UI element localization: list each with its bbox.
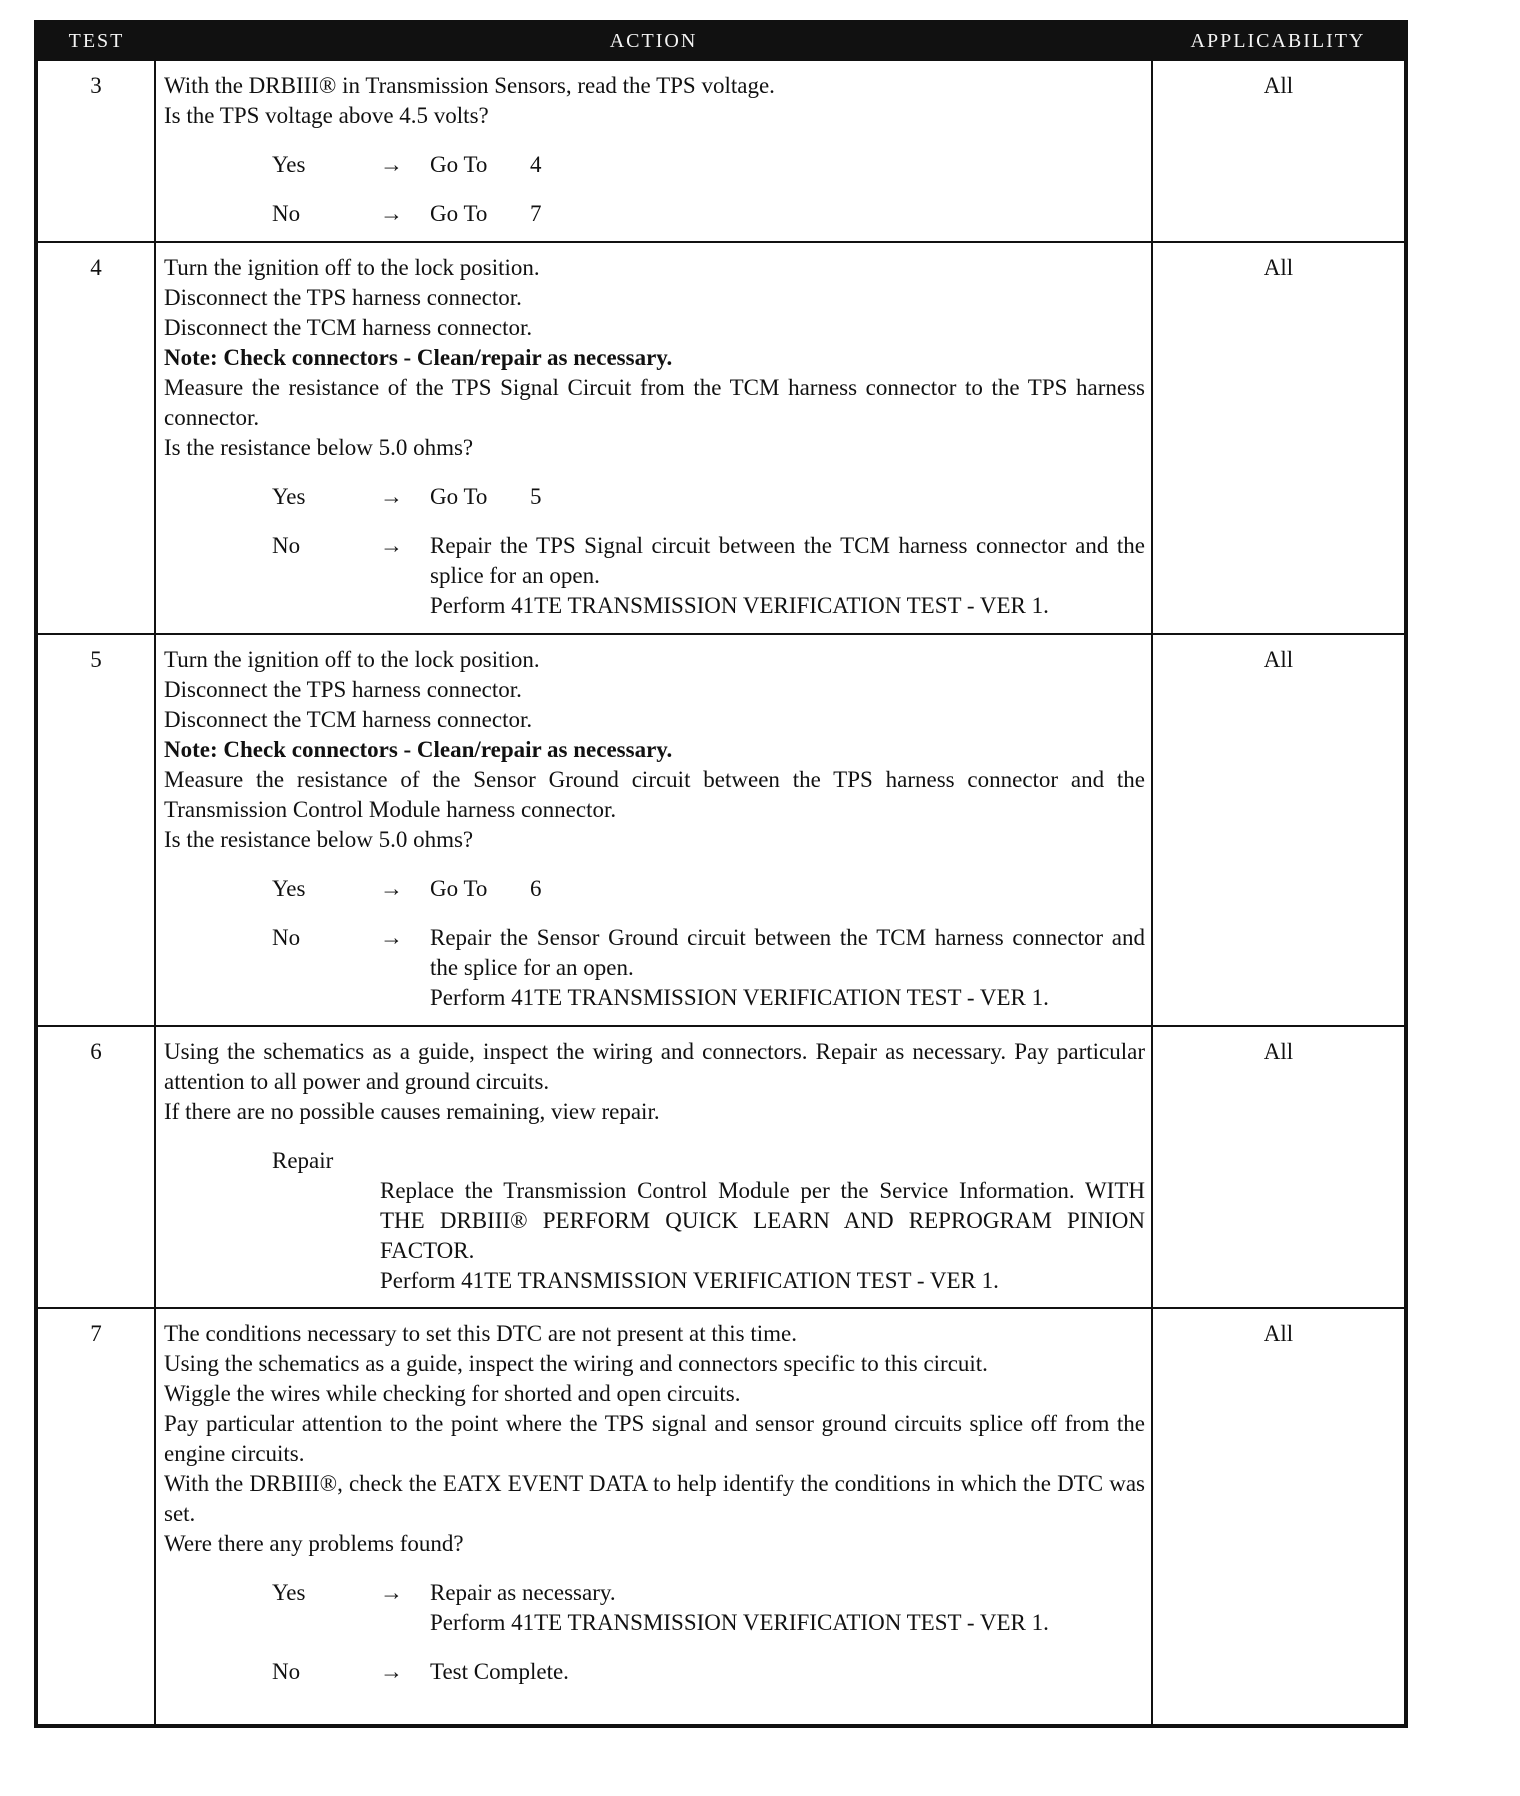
goto-target: 6 — [530, 876, 542, 901]
verification-instruction: Perform 41TE TRANSMISSION VERIFICATION TEST - VER 1. — [430, 1610, 1049, 1635]
header-applicability: APPLICABILITY — [1152, 22, 1406, 60]
repair-body — [164, 1176, 1145, 1296]
action-cell — [155, 242, 1152, 634]
no-branch — [164, 923, 1145, 1013]
repair-instruction: Repair as necessary. — [430, 1580, 616, 1605]
test-number: 4 — [36, 242, 155, 634]
arrow-icon: → — [380, 1659, 403, 1684]
test-number: 5 — [36, 634, 155, 1026]
table-row — [36, 60, 1406, 242]
header-test: TEST — [36, 22, 155, 60]
diagnostic-test-table — [34, 20, 1408, 1728]
action-line: Disconnect the TPS harness connector. — [164, 285, 522, 310]
repair-instruction: Replace the Transmission Control Module per the Service Information. WITH THE DRBIII® PERFORM QUICK LEARN AND REPROGRAM PINION FACTOR. — [380, 1178, 1145, 1263]
action-line: Is the TPS voltage above 4.5 volts? — [164, 103, 489, 128]
arrow-icon: → — [380, 533, 403, 558]
verification-instruction: Perform 41TE TRANSMISSION VERIFICATION TEST - VER 1. — [380, 1268, 999, 1293]
repair-instruction: Repair the Sensor Ground circuit between the TCM harness connector and the splice for an open. — [430, 925, 1145, 980]
goto-target: 7 — [530, 201, 542, 226]
goto-target: 4 — [530, 152, 542, 177]
arrow-icon: → — [380, 201, 403, 226]
action-line: Using the schematics as a guide, inspect the wiring and connectors specific to this circuit. — [164, 1351, 988, 1376]
action-line: Wiggle the wires while checking for shorted and open circuits. — [164, 1381, 741, 1406]
action-line: With the DRBIII®, check the EATX EVENT DATA to help identify the conditions in which the DTC was set. — [164, 1471, 1145, 1526]
table-row — [36, 242, 1406, 634]
yes-branch — [164, 874, 1145, 904]
note-text: Note: Check connectors - Clean/repair as necessary. — [164, 737, 673, 762]
action-line: If there are no possible causes remaining, view repair. — [164, 1099, 660, 1124]
applicability: All — [1152, 1026, 1406, 1308]
action-cell — [155, 60, 1152, 242]
action-line: Measure the resistance of the TPS Signal Circuit from the TCM harness connector to the TPS harness connector. — [164, 375, 1145, 430]
no-branch — [164, 199, 1145, 229]
arrow-icon: → — [380, 152, 403, 177]
no-label: No — [272, 1659, 301, 1684]
goto-label: Go To — [430, 201, 488, 226]
no-label: No — [272, 533, 301, 558]
test-number: 6 — [36, 1026, 155, 1308]
no-label: No — [272, 201, 301, 226]
applicability: All — [1152, 634, 1406, 1026]
goto-label: Go To — [430, 876, 488, 901]
action-line: Disconnect the TCM harness connector. — [164, 315, 533, 340]
action-line: Turn the ignition off to the lock position. — [164, 255, 540, 280]
table-row — [36, 1026, 1406, 1308]
repair-instruction: Repair the TPS Signal circuit between the TCM harness connector and the splice for an open. — [430, 533, 1145, 588]
arrow-icon: → — [380, 1580, 403, 1605]
action-line: Pay particular attention to the point where the TPS signal and sensor ground circuits splice off from the engine circuits. — [164, 1411, 1145, 1466]
goto-target: 5 — [530, 484, 542, 509]
goto-label: Go To — [430, 484, 488, 509]
action-cell — [155, 1026, 1152, 1308]
goto-label: Go To — [430, 152, 488, 177]
action-line: Using the schematics as a guide, inspect the wiring and connectors. Repair as necessary. Pay particular attention to all power and ground circuits. — [164, 1039, 1145, 1094]
action-line: Is the resistance below 5.0 ohms? — [164, 827, 474, 852]
table-row — [36, 634, 1406, 1026]
result-text: Test Complete. — [430, 1659, 569, 1684]
action-line: Measure the resistance of the Sensor Ground circuit between the TPS harness connector and the Transmission Control Module harness connector. — [164, 767, 1145, 822]
note-text: Note: Check connectors - Clean/repair as necessary. — [164, 345, 673, 370]
arrow-icon: → — [380, 925, 403, 950]
action-line: Were there any problems found? — [164, 1531, 464, 1556]
repair-label: Repair — [272, 1148, 334, 1173]
no-branch — [164, 1657, 1145, 1687]
action-line: Is the resistance below 5.0 ohms? — [164, 435, 474, 460]
arrow-icon: → — [380, 876, 403, 901]
no-label: No — [272, 925, 301, 950]
no-branch — [164, 531, 1145, 621]
yes-branch — [164, 150, 1145, 180]
yes-label: Yes — [272, 1580, 306, 1605]
action-cell — [155, 634, 1152, 1026]
header-action: ACTION — [155, 22, 1152, 60]
action-line: Turn the ignition off to the lock position. — [164, 647, 540, 672]
verification-instruction: Perform 41TE TRANSMISSION VERIFICATION TEST - VER 1. — [430, 593, 1049, 618]
test-number: 7 — [36, 1308, 155, 1726]
action-line: Disconnect the TCM harness connector. — [164, 707, 533, 732]
yes-label: Yes — [272, 876, 306, 901]
yes-branch — [164, 1578, 1145, 1638]
applicability: All — [1152, 60, 1406, 242]
yes-label: Yes — [272, 152, 306, 177]
yes-branch — [164, 482, 1145, 512]
action-line: The conditions necessary to set this DTC are not present at this time. — [164, 1321, 797, 1346]
verification-instruction: Perform 41TE TRANSMISSION VERIFICATION TEST - VER 1. — [430, 985, 1049, 1010]
table-row — [36, 1308, 1406, 1726]
action-cell — [155, 1308, 1152, 1726]
arrow-icon: → — [380, 484, 403, 509]
table-header-row — [36, 22, 1406, 60]
action-line: Disconnect the TPS harness connector. — [164, 677, 522, 702]
test-number: 3 — [36, 60, 155, 242]
applicability: All — [1152, 242, 1406, 634]
action-line: With the DRBIII® in Transmission Sensors, read the TPS voltage. — [164, 73, 775, 98]
yes-label: Yes — [272, 484, 306, 509]
applicability: All — [1152, 1308, 1406, 1726]
